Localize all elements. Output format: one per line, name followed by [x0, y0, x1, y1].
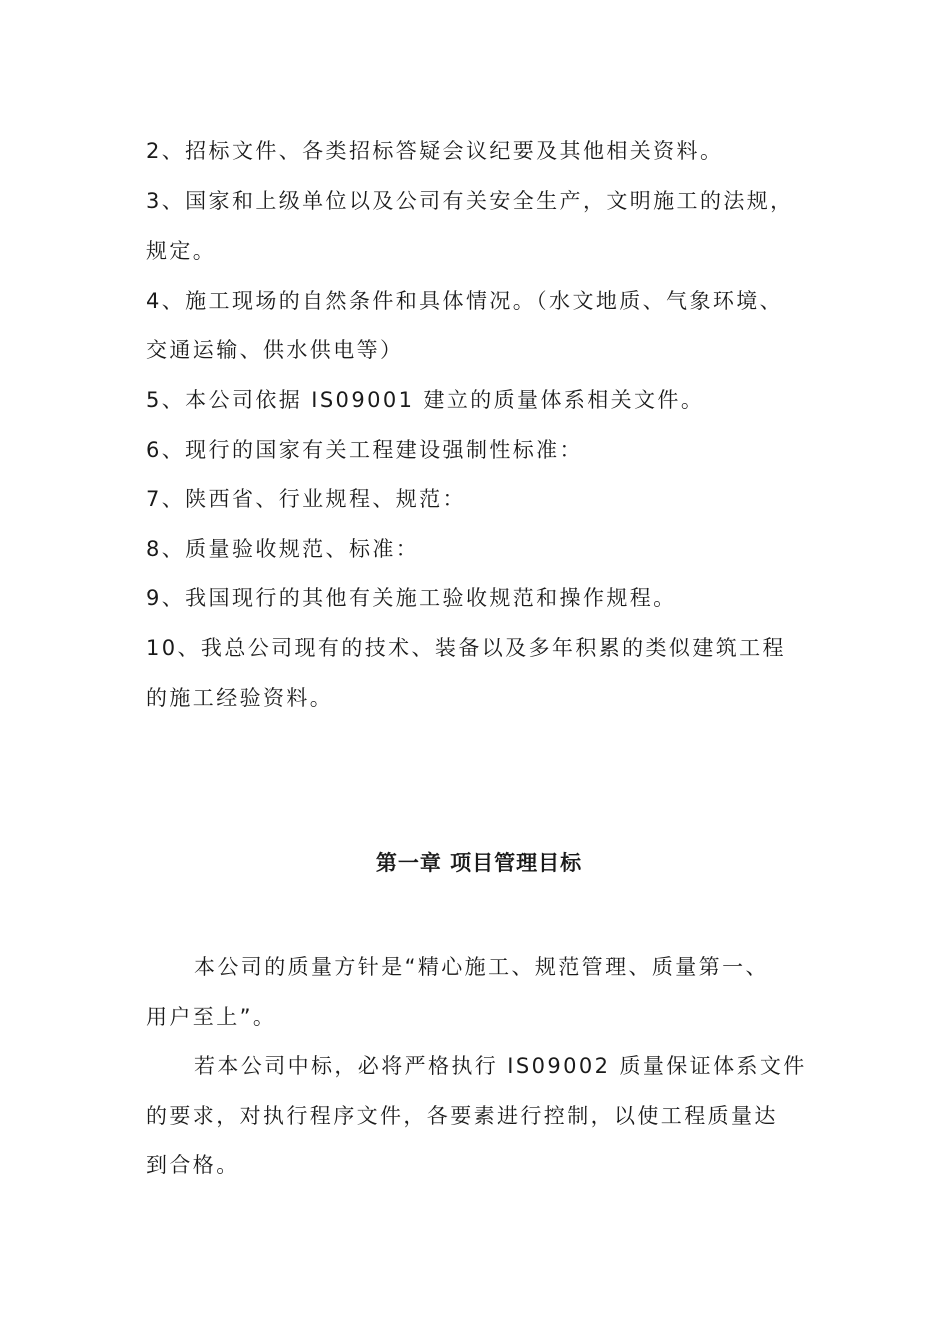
paragraph-2-line-2: 的要求，对执行程序文件，各要素进行控制，以使工程质量达	[146, 1104, 778, 1128]
list-item-4-line-2: 交通运输、供水供电等）	[146, 338, 404, 362]
paragraph-2-line-3: 到合格。	[146, 1153, 240, 1177]
list-item-10-line-2: 的施工经验资料。	[146, 686, 334, 710]
paragraph-1-line-1: 本公司的质量方针是“精心施工、规范管理、质量第一、	[194, 955, 769, 979]
list-item-2: 2、招标文件、各类招标答疑会议纪要及其他相关资料。	[146, 139, 724, 163]
list-item-10-line-1: 10、我总公司现有的技术、装备以及多年积累的类似建筑工程	[146, 636, 786, 660]
list-item-8: 8、质量验收规范、标准：	[146, 537, 420, 561]
list-item-6: 6、现行的国家有关工程建设强制性标准：	[146, 438, 583, 462]
chapter-title: 第一章 项目管理目标	[375, 851, 583, 875]
list-item-4-line-1: 4、施工现场的自然条件和具体情况。（水文地质、气象环境、	[146, 289, 784, 313]
paragraph-2-line-1: 若本公司中标，必将严格执行 IS09002 质量保证体系文件	[194, 1054, 807, 1078]
list-item-9: 9、我国现行的其他有关施工验收规范和操作规程。	[146, 586, 677, 610]
list-item-3-line-1: 3、国家和上级单位以及公司有关安全生产，文明施工的法规，	[146, 189, 794, 213]
list-item-3-line-2: 规定。	[146, 239, 217, 263]
list-item-5: 5、本公司依据 IS09001 建立的质量体系相关文件。	[146, 388, 705, 412]
list-item-7: 7、陕西省、行业规程、规范：	[146, 487, 466, 511]
paragraph-1-line-2: 用户至上”。	[146, 1005, 277, 1029]
